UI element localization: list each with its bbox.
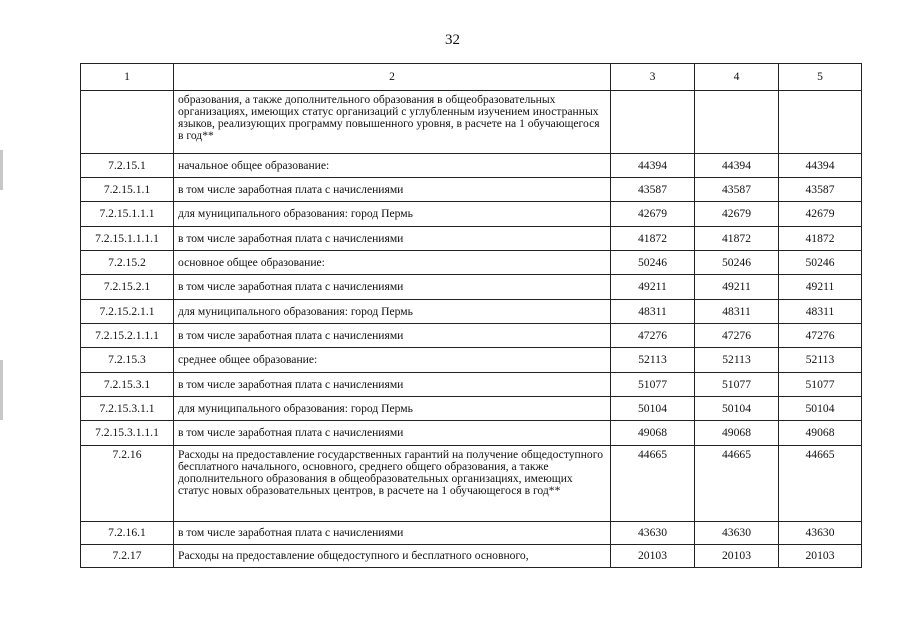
row-description: основное общее образование: [174, 251, 611, 275]
row-value-col3: 42679 [611, 202, 695, 227]
table-row [81, 397, 862, 421]
row-value-col5: 43630 [779, 522, 862, 545]
row-code: 7.2.17 [81, 545, 174, 568]
column-header: 2 [174, 64, 611, 91]
row-description: в том числе заработная плата с начислениями [174, 275, 611, 300]
row-value-col3: 50104 [611, 397, 695, 421]
row-description: Расходы на предоставление общедоступного и бесплатного основного, [174, 545, 611, 568]
row-code: 7.2.15.3.1.1.1 [81, 421, 174, 446]
column-header: 1 [81, 64, 174, 91]
row-value-col5: 47276 [779, 324, 862, 348]
row-description: образования, а также дополнительного образования в общеобразовательных организациях, имеющих статус организаций с углубленным изучением иностранных языков, реализующих программу повышенного уровня, в расчете на 1 обучающегося в год** [174, 91, 611, 154]
row-description: начальное общее образование: [174, 154, 611, 178]
row-code: 7.2.15.3.1.1 [81, 397, 174, 421]
row-value-col5: 43587 [779, 178, 862, 202]
row-value-col4: 44665 [695, 446, 779, 522]
row-code: 7.2.15.1.1.1 [81, 202, 174, 227]
row-code: 7.2.15.2.1.1 [81, 300, 174, 324]
table-row [81, 348, 862, 373]
row-value-col4: 20103 [695, 545, 779, 568]
row-value-col5: 50246 [779, 251, 862, 275]
budget-table [80, 63, 862, 568]
row-value-col5: 51077 [779, 373, 862, 397]
row-value-col3: 44665 [611, 446, 695, 522]
row-code: 7.2.15.1.1.1.1 [81, 227, 174, 251]
page-number: 32 [445, 32, 460, 48]
table-row [81, 300, 862, 324]
row-value-col5: 49068 [779, 421, 862, 446]
row-code: 7.2.15.2.1.1.1 [81, 324, 174, 348]
row-value-col3: 50246 [611, 251, 695, 275]
row-description: в том числе заработная плата с начислениями [174, 227, 611, 251]
row-description: для муниципального образования: город Пермь [174, 202, 611, 227]
row-description: в том числе заработная плата с начислениями [174, 421, 611, 446]
row-value-col5: 44394 [779, 154, 862, 178]
column-header: 4 [695, 64, 779, 91]
row-description: для муниципального образования: город Пермь [174, 397, 611, 421]
row-code: 7.2.15.2.1 [81, 275, 174, 300]
table-row [81, 154, 862, 178]
row-value-col3: 47276 [611, 324, 695, 348]
row-value-col5: 50104 [779, 397, 862, 421]
row-description: для муниципального образования: город Пермь [174, 300, 611, 324]
row-value-col4: 43630 [695, 522, 779, 545]
row-value-col3: 44394 [611, 154, 695, 178]
row-value-col3: 43630 [611, 522, 695, 545]
row-value-col3: 52113 [611, 348, 695, 373]
row-value-col3: 51077 [611, 373, 695, 397]
row-code: 7.2.15.2 [81, 251, 174, 275]
column-header: 3 [611, 64, 695, 91]
row-value-col3: 49068 [611, 421, 695, 446]
row-description: в том числе заработная плата с начислениями [174, 522, 611, 545]
row-value-col5: 49211 [779, 275, 862, 300]
table-row [81, 446, 862, 522]
table-row [81, 275, 862, 300]
row-value-col4 [695, 91, 779, 154]
row-description: Расходы на предоставление государственных гарантий на получение общедоступного бесплатного начального, основного, среднего общего образования, а также дополнительного образования в общеобразовательных организациях, имеющих статус новых образовательных центров, в расчете на 1 обучающегося в год** [174, 446, 611, 522]
row-value-col4: 49068 [695, 421, 779, 446]
column-header: 5 [779, 64, 862, 91]
row-value-col4: 51077 [695, 373, 779, 397]
row-value-col4: 52113 [695, 348, 779, 373]
row-description: в том числе заработная плата с начислениями [174, 324, 611, 348]
row-value-col5: 42679 [779, 202, 862, 227]
row-code: 7.2.15.1 [81, 154, 174, 178]
row-value-col3: 43587 [611, 178, 695, 202]
row-value-col5: 48311 [779, 300, 862, 324]
row-value-col5: 20103 [779, 545, 862, 568]
row-value-col3: 48311 [611, 300, 695, 324]
table-row [81, 251, 862, 275]
table-row [81, 421, 862, 446]
table-row [81, 324, 862, 348]
scan-edge-mark [0, 150, 3, 190]
table-row [81, 227, 862, 251]
row-value-col4: 44394 [695, 154, 779, 178]
row-value-col4: 50104 [695, 397, 779, 421]
row-value-col3 [611, 91, 695, 154]
row-value-col4: 50246 [695, 251, 779, 275]
row-code: 7.2.15.3.1 [81, 373, 174, 397]
row-description: среднее общее образование: [174, 348, 611, 373]
row-value-col4: 42679 [695, 202, 779, 227]
table-row [81, 178, 862, 202]
row-value-col3: 41872 [611, 227, 695, 251]
table-row [81, 545, 862, 568]
table-row [81, 91, 862, 154]
row-code: 7.2.16 [81, 446, 174, 522]
row-description: в том числе заработная плата с начислениями [174, 373, 611, 397]
row-value-col4: 47276 [695, 324, 779, 348]
row-value-col3: 49211 [611, 275, 695, 300]
row-code: 7.2.16.1 [81, 522, 174, 545]
row-code: 7.2.15.3 [81, 348, 174, 373]
row-value-col5: 52113 [779, 348, 862, 373]
table-header-row [81, 64, 862, 91]
row-value-col5: 44665 [779, 446, 862, 522]
row-value-col5: 41872 [779, 227, 862, 251]
table-row [81, 522, 862, 545]
row-value-col4: 48311 [695, 300, 779, 324]
scan-edge-mark [0, 360, 3, 420]
row-value-col5 [779, 91, 862, 154]
row-value-col4: 41872 [695, 227, 779, 251]
table-row [81, 373, 862, 397]
row-code [81, 91, 174, 154]
table-row [81, 202, 862, 227]
row-code: 7.2.15.1.1 [81, 178, 174, 202]
row-description: в том числе заработная плата с начислениями [174, 178, 611, 202]
row-value-col4: 43587 [695, 178, 779, 202]
row-value-col3: 20103 [611, 545, 695, 568]
row-value-col4: 49211 [695, 275, 779, 300]
